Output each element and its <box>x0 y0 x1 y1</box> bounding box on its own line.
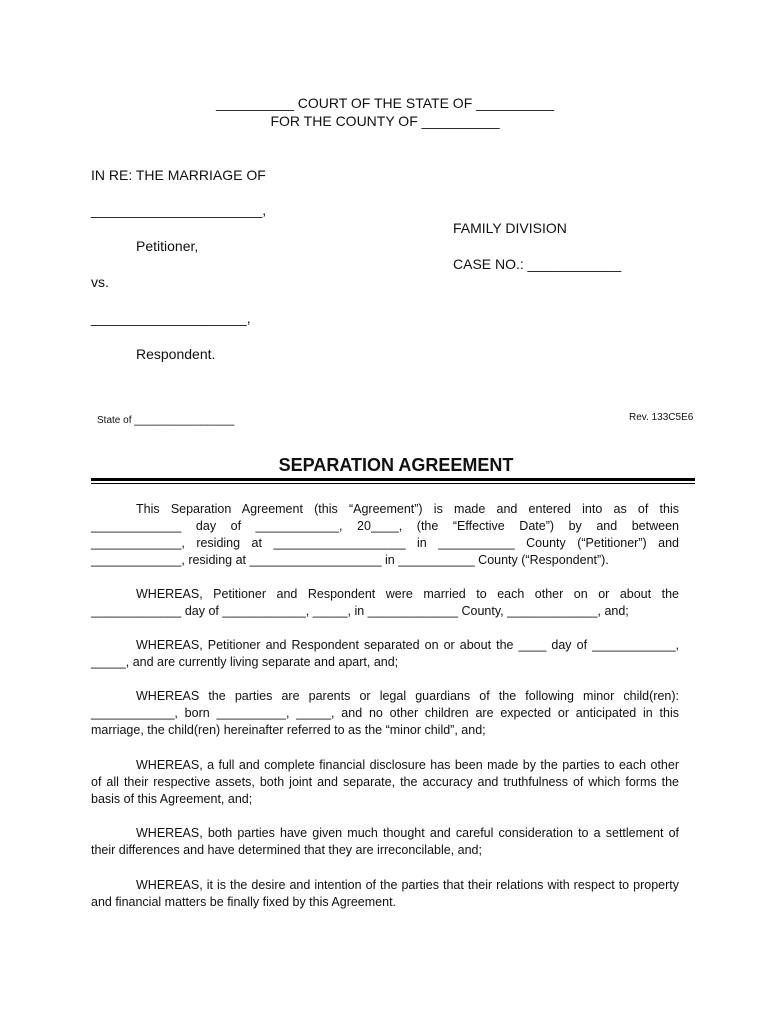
document-title: SEPARATION AGREEMENT <box>278 455 514 475</box>
petitioner-label: Petitioner, <box>136 238 199 254</box>
paragraph-whereas-disclosure: WHEREAS, a full and complete financial disclosure has been made by the parties to each other of all their respective assets, both joint and separate, the accuracy and truthfulness of which forms the basis of this Agreement, and; <box>91 758 679 806</box>
in-re-heading: IN RE: THE MARRIAGE OF <box>91 167 266 183</box>
state-label: State of <box>97 415 132 426</box>
title-rule-thin <box>91 483 695 484</box>
paragraph-whereas-irreconcilable: WHEREAS, both parties have given much thought and careful consideration to a settlement of their differences and have determined that they are irreconcilable, and; <box>91 826 679 857</box>
paragraph-intro: This Separation Agreement (this “Agreement”) is made and entered into as of this _____________ day of ____________, 20____, (the “Effective Date”) by and between _____________, residing at ___________________ in ___________ County (“Petitioner”) and _____________, residing at ___________________ in ___________ County (“Respondent”). <box>91 502 679 567</box>
paragraph-whereas-intention: WHEREAS, it is the desire and intention of the parties that their relations with respect to property and financial matters be finally fixed by this Agreement. <box>91 878 679 909</box>
state-of-field <box>97 412 234 426</box>
respondent-blank: ____________________, <box>91 310 251 326</box>
vs-label: vs. <box>91 274 109 290</box>
paragraph-whereas-married: WHEREAS, Petitioner and Respondent were married to each other on or about the _____________ day of ____________, _____, in _____________ County, _____________, and; <box>91 587 679 618</box>
paragraph-whereas-separated: WHEREAS, Petitioner and Respondent separated on or about the ____ day of ____________, _____, and are currently living separate and apart, and; <box>91 638 679 669</box>
revision-code: Rev. 133C5E6 <box>629 412 694 423</box>
paragraph-whereas-children: WHEREAS the parties are parents or legal guardians of the following minor child(ren): ____________, born __________, _____, and no other children are expected or anticipated in this marriage, the child(ren) hereinafter referred to as the “minor child”, and; <box>91 689 679 737</box>
county-line: FOR THE COUNTY OF __________ <box>270 113 500 129</box>
petitioner-blank: ______________________, <box>91 202 267 218</box>
respondent-label: Respondent. <box>136 346 216 362</box>
court-line: __________ COURT OF THE STATE OF __________ <box>216 95 554 111</box>
case-number: CASE NO.: ____________ <box>453 256 622 272</box>
state-blank: _______________ <box>134 412 235 426</box>
family-division: FAMILY DIVISION <box>453 220 567 236</box>
title-rule-thick <box>91 478 695 481</box>
